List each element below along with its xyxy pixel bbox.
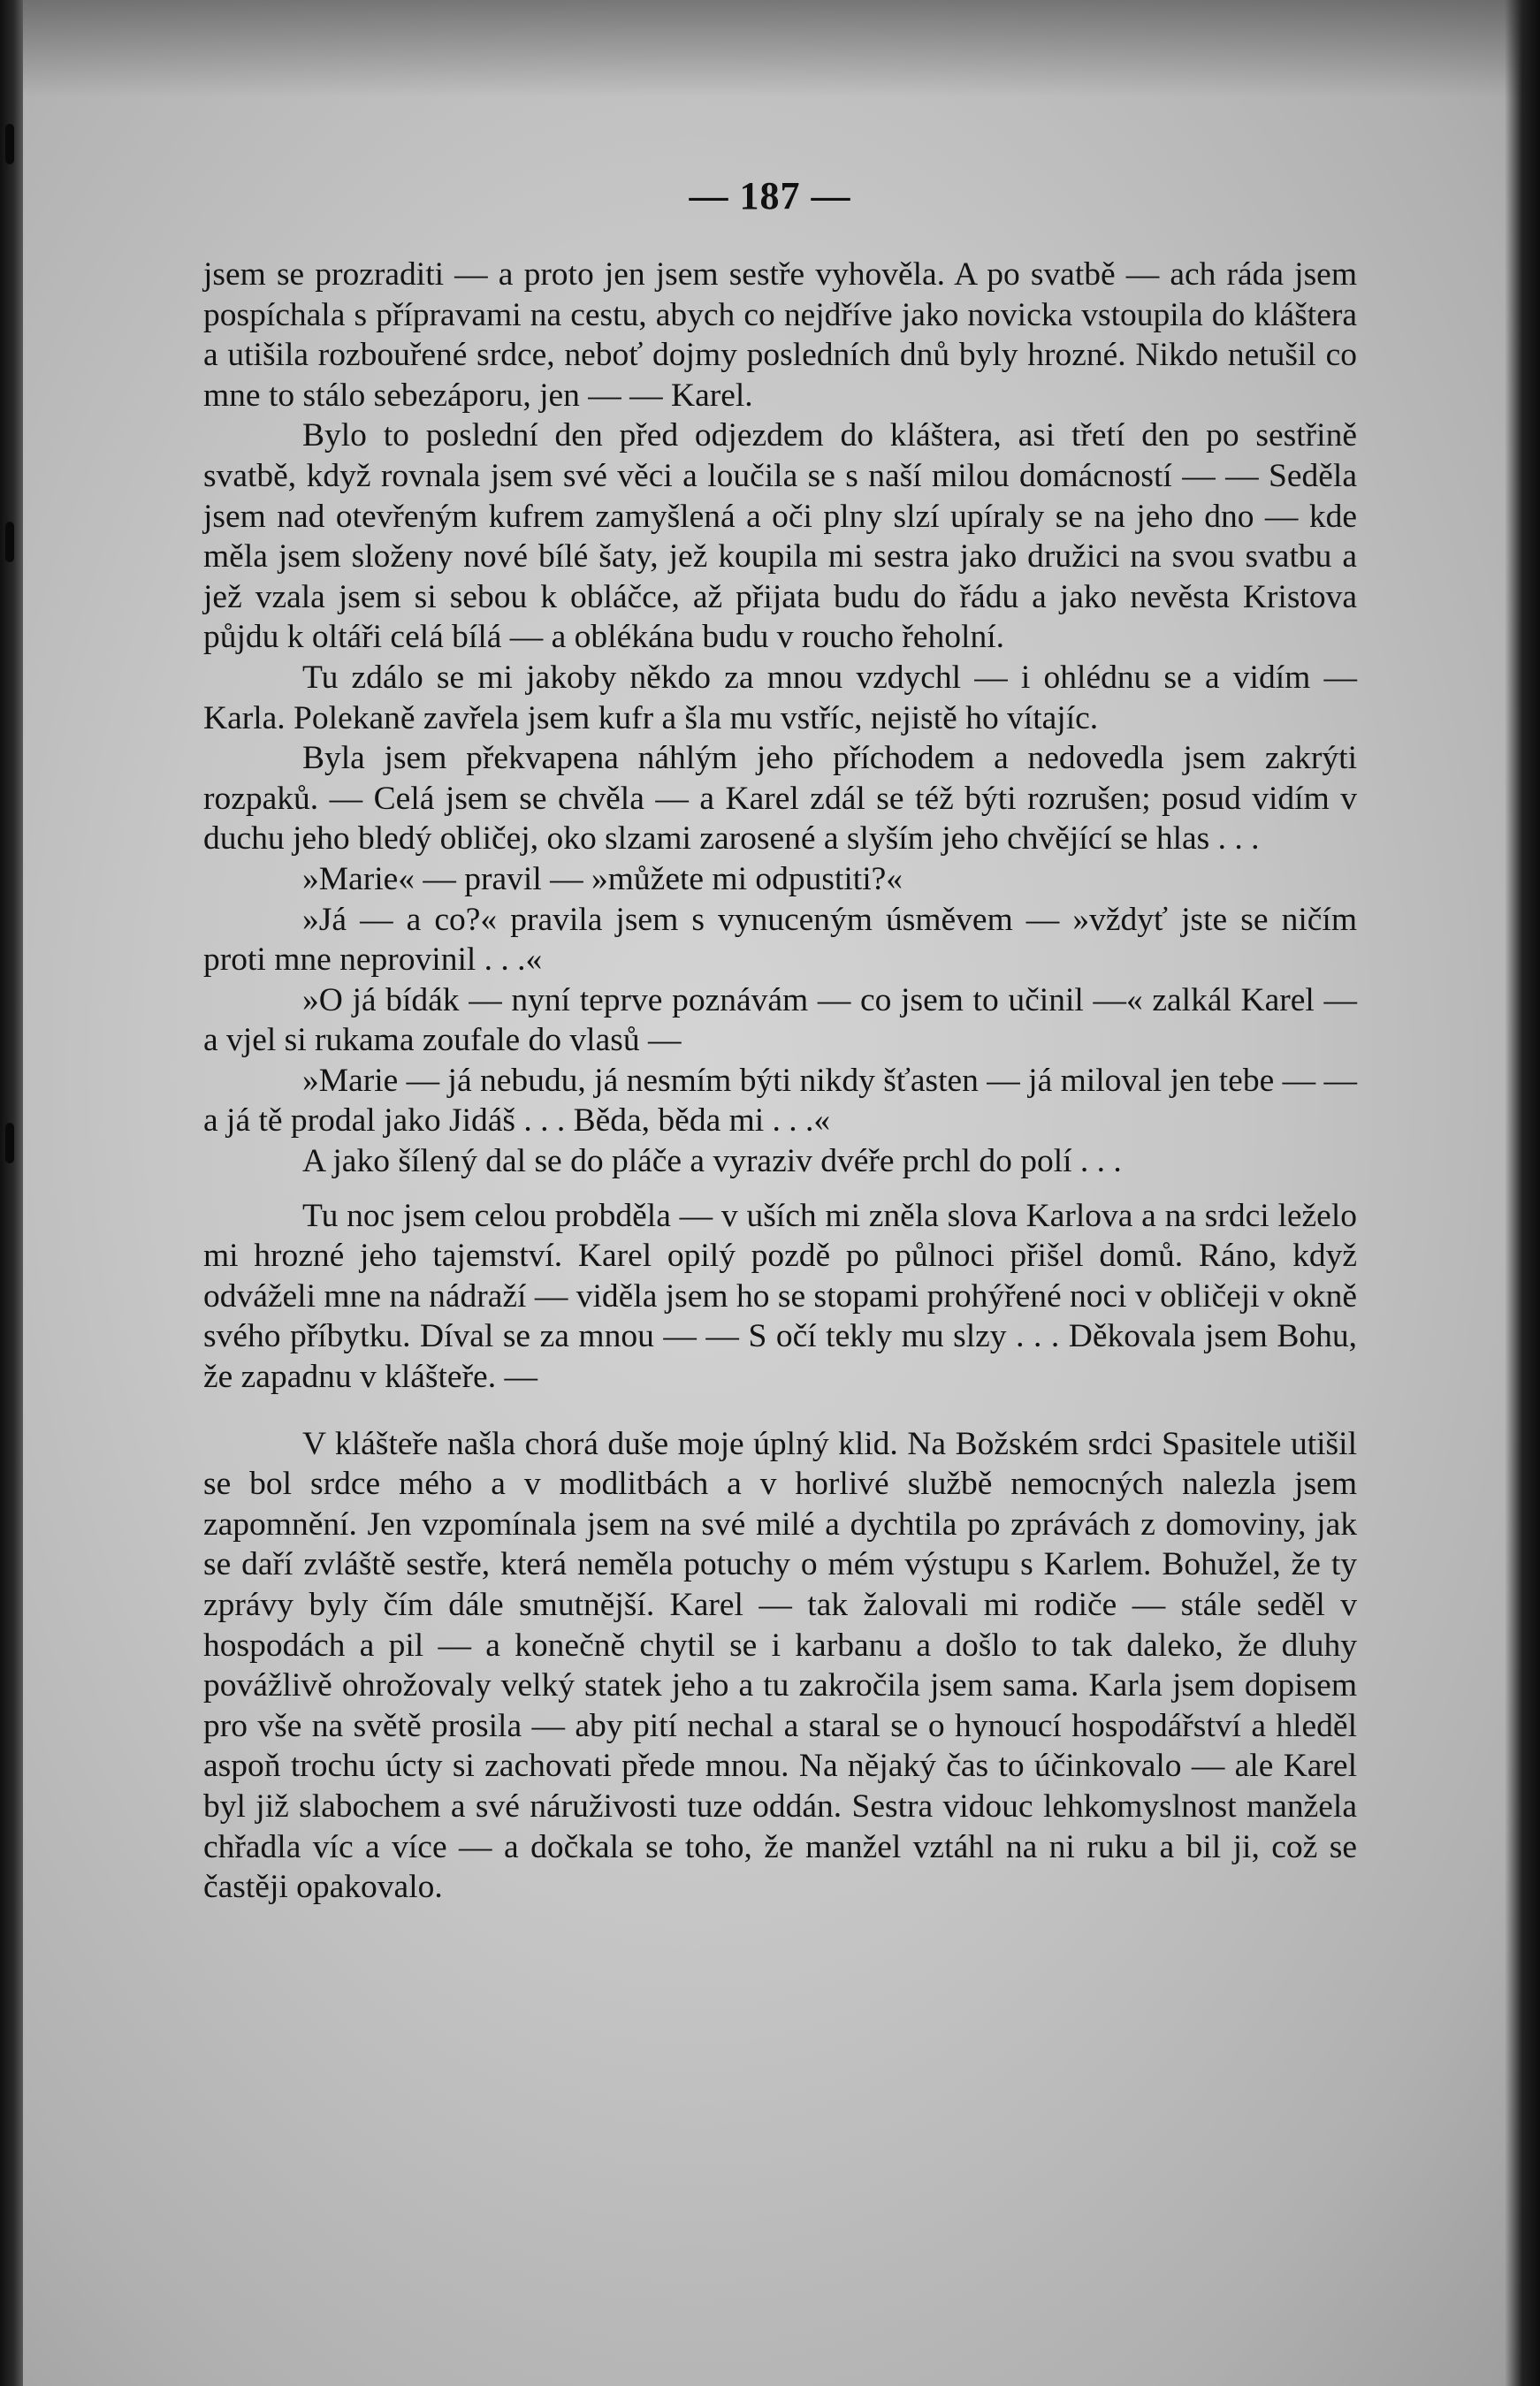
paragraph: jsem se prozraditi — a proto jen jsem sestře vyhověla. A po svatbě — ach ráda jsem pospíchala s přípravami na cestu, abych co nejdříve jako novicka vstoupila do kláštera a utišila rozbouřené srdce, neboť dojmy posledních dnů byly hrozné. Nikdo netušil co mne to stálo sebezáporu, jen — — Karel. bbox=[203, 256, 1357, 414]
paragraph: »O já bídák — nyní teprve poznávám — co jsem to učinil —« zalkál Karel — a vjel si rukama zoufale do vlasů — bbox=[203, 981, 1357, 1059]
paragraph: Tu zdálo se mi jakoby někdo za mnou vzdychl — i ohlédnu se a vidím — Karla. Polekaně zavřela jsem kufr a šla mu vstříc, nejistě ho vítajíc. bbox=[203, 659, 1357, 736]
book-binding-edge bbox=[0, 0, 23, 2386]
paragraph: V klášteře našla chorá duše moje úplný klid. Na Božském srdci Spasitele utišil se bol srdce mého a v modlitbách a v horlivé službě nemocných nalezla jsem zapomnění. Jen vzpomínala jsem na své milé a dychtila po zprávách z domoviny, jak se daří zvláště sestře, která neměla potuchy o mém výstupu s Karlem. Bohužel, že ty zprávy byly čím dále smutnější. Karel — tak žalovali mi rodiče — stále seděl v hospodách a pil — a konečně chytil se i karbanu a došlo to tak daleko, že dluhy povážlivě ohrožovaly velký statek jeho a tu zakročila jsem sama. Karla jsem dopisem pro vše na světě prosila — aby pití nechal a staral se o hynoucí hospodářství a hleděl aspoň trochu úcty si zachovati přede mnou. Na nějaký čas to účinkovalo — ale Karel byl již slabochem a své náruživosti tuze oddán. Sestra vidouc lehkomyslnost manžela chřadla víc a více — a dočkala se toho, že manžel vztáhl na ni ruku a bil ji, což se častěji opakovalo. bbox=[203, 1425, 1357, 1906]
binding-mark bbox=[5, 1123, 14, 1163]
paragraph: Byla jsem překvapena náhlým jeho příchodem a nedovedla jsem zakrýti rozpaků. — Celá jsem se chvěla — a Karel zdál se též býti rozrušen; posud vidím v duchu jeho bledý obličej, oko slzami zarosené a slyším jeho chvějící se hlas . . . bbox=[203, 740, 1357, 858]
page-right-edge bbox=[1505, 0, 1540, 2386]
paragraph: Bylo to poslední den před odjezdem do kláštera, asi třetí den po sestřině svatbě, když rovnala jsem své věci a loučila se s naší milou domácností — — Seděla jsem nad otevřeným kufrem zamyšlená a oči plny slzí upíraly se na jeho dno — kde měla jsem složeny nové bílé šaty, jež koupila mi sestra jako družici na svou svatbu a jež vzala jsem si sebou k obláčce, až přijata budu do řádu a jako nevěsta Kristova půjdu k oltáři celá bílá — a oblékána budu v roucho řeholní. bbox=[203, 417, 1357, 656]
paragraph: A jako šílený dal se do pláče a vyraziv dvéře prchl do polí . . . bbox=[302, 1143, 1122, 1180]
binding-mark bbox=[5, 522, 14, 562]
paragraph: »Marie — já nebudu, já nesmím býti nikdy šťasten — já miloval jen tebe — — a já tě prodal jako Jidáš . . . Běda, běda mi . . .« bbox=[203, 1062, 1357, 1140]
page-number: — 187 — bbox=[689, 174, 851, 217]
paragraph: Tu noc jsem celou probděla — v uších mi zněla slova Karlova a na srdci leželo mi hrozné jeho tajemství. Karel opilý pozdě po půlnoci přišel domů. Ráno, když odváželi mne na nádraží — viděla jsem ho se stopami prohýřené noci v obličeji v okně svého příbytku. Díval se za mnou — — S očí tekly mu slzy . . . Děkovala jsem Bohu, že zapadnu v klášteře. — bbox=[203, 1197, 1357, 1396]
body-text bbox=[203, 255, 1357, 1908]
page-top-shadow bbox=[0, 0, 1540, 97]
binding-mark bbox=[5, 124, 14, 164]
paragraph: »Já — a co?« pravila jsem s vynuceným úsměvem — »vždyť jste se ničím proti mne neprovinil . . .« bbox=[203, 901, 1357, 979]
paragraph: »Marie« — pravil — »můžete mi odpustiti?« bbox=[302, 860, 903, 897]
